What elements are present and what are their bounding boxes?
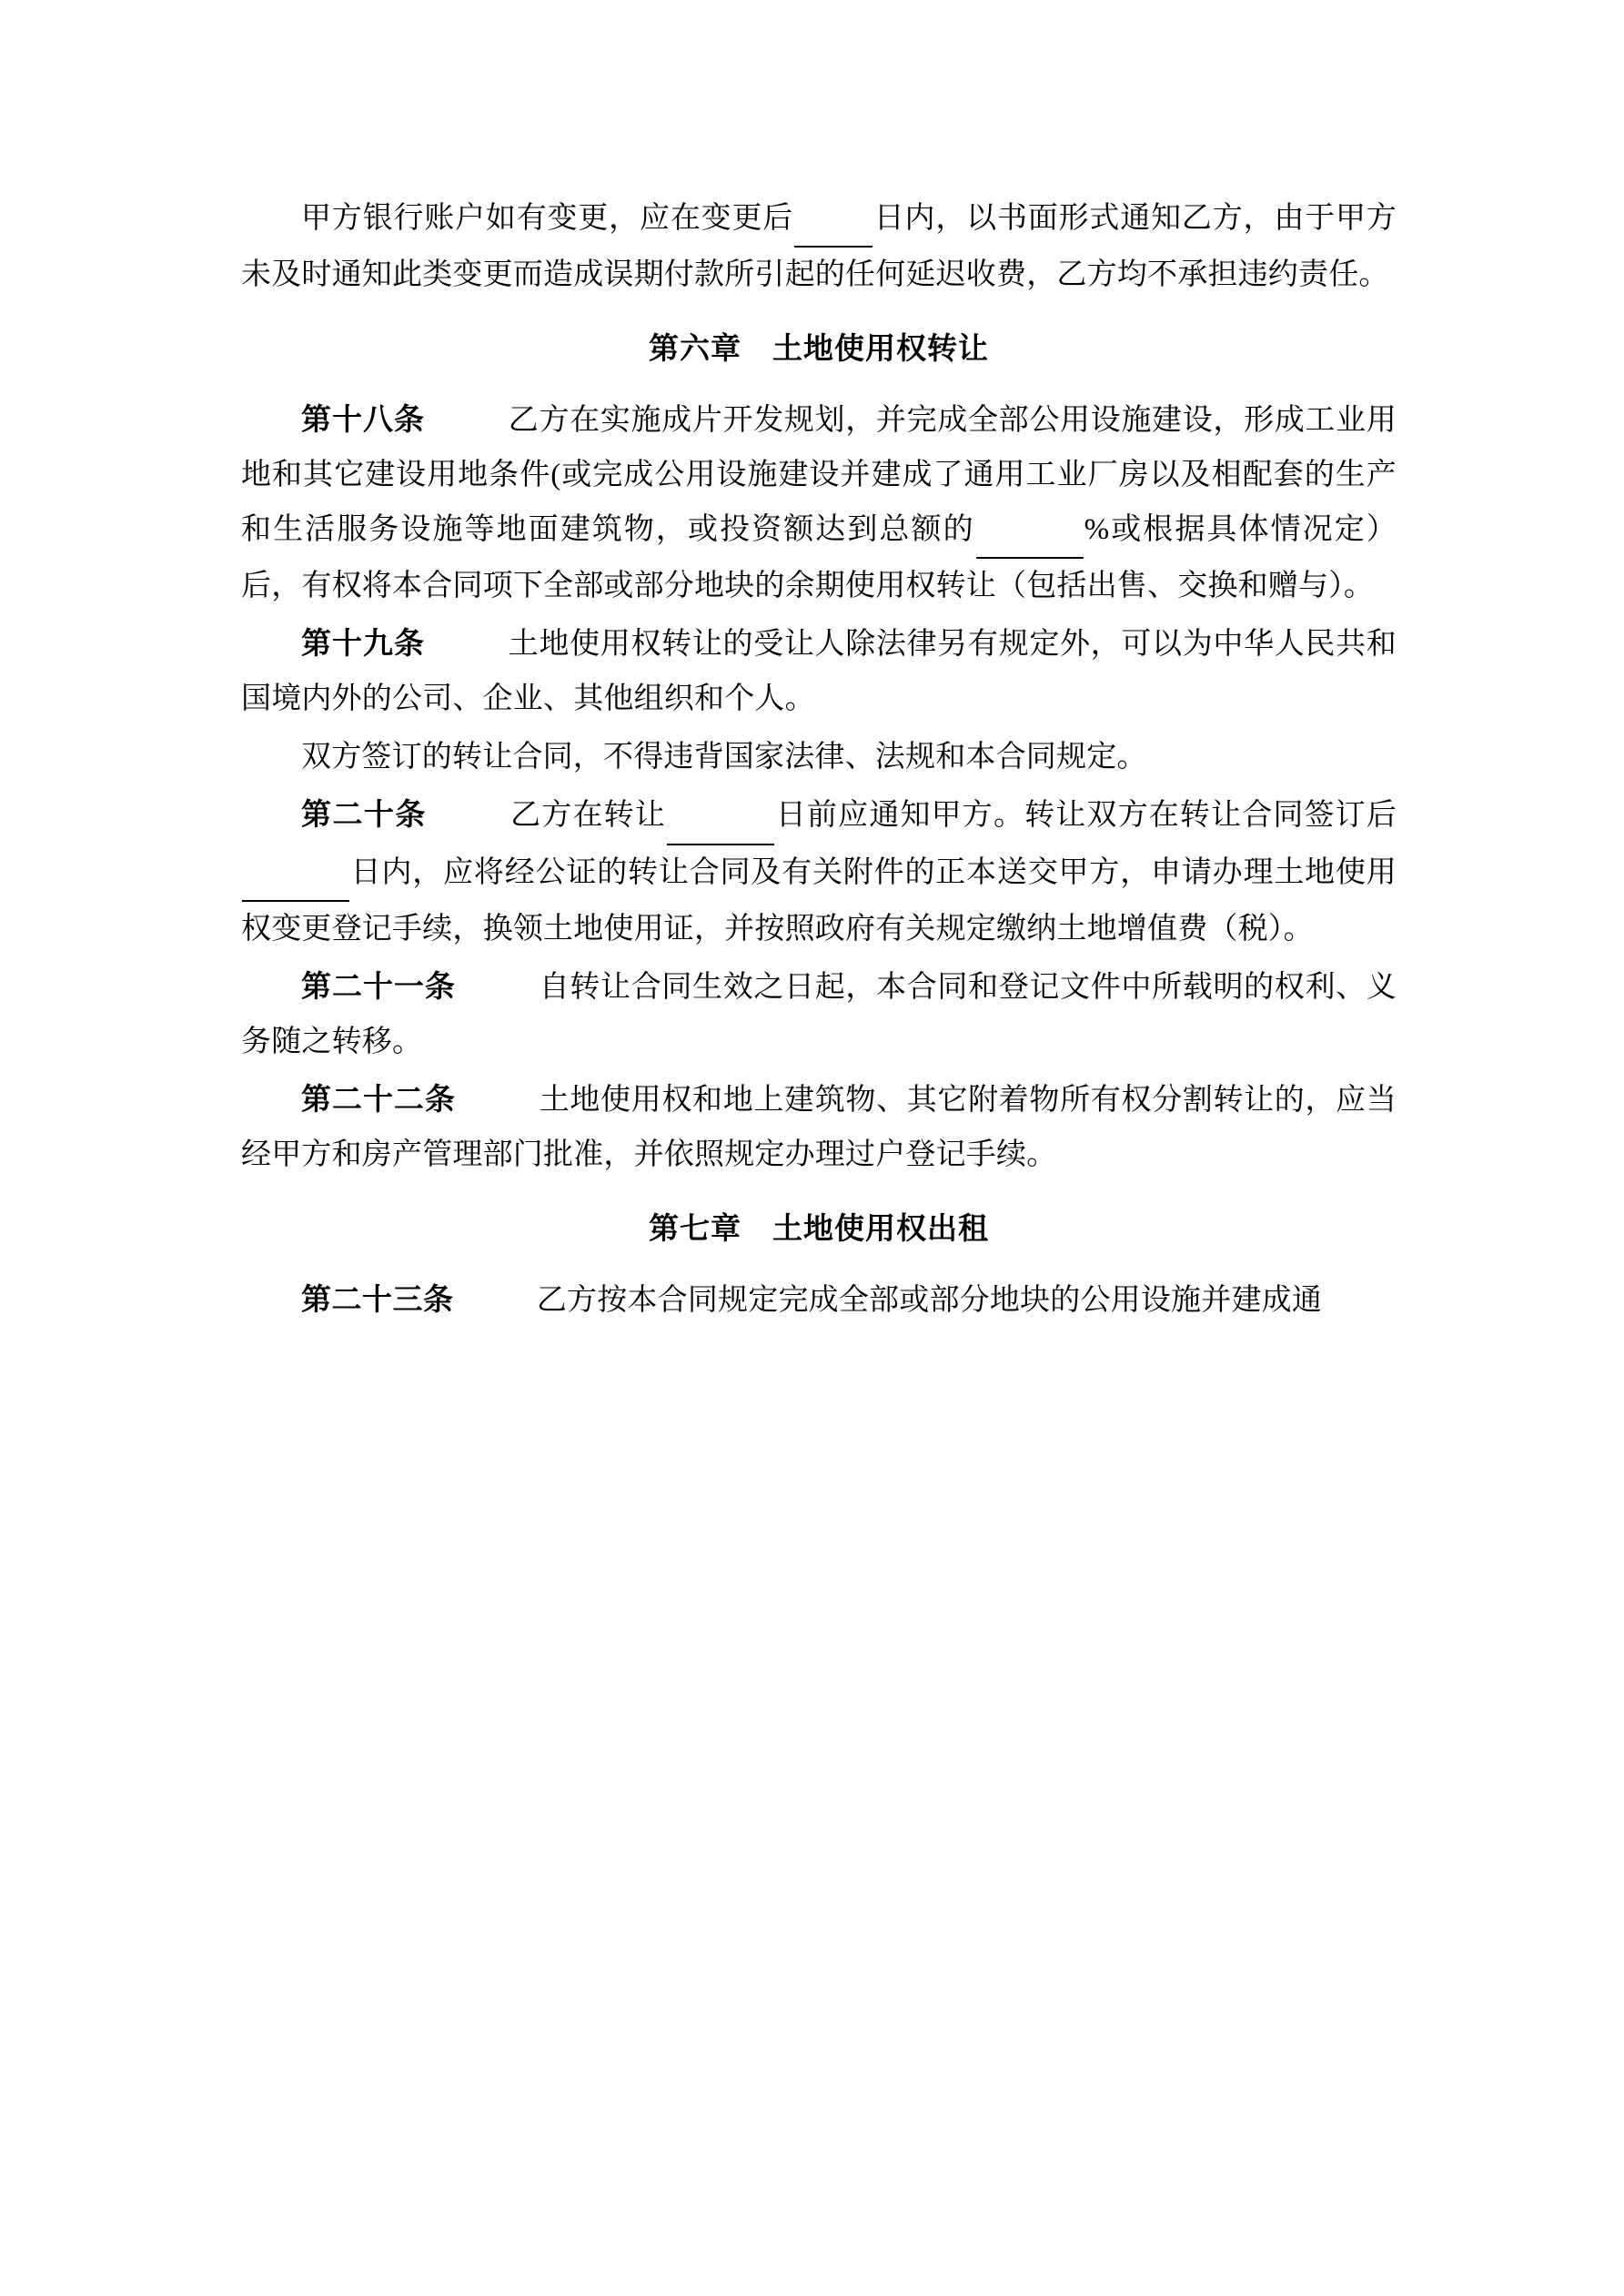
article-number: 第二十二条 (301, 1083, 456, 1117)
fill-in-blank[interactable] (242, 845, 349, 902)
article-number-gap (456, 1073, 539, 1128)
article-number-gap (456, 960, 539, 1015)
fill-in-blank[interactable] (794, 191, 873, 248)
paragraph-text: 乙方按本合同规定完成全部或部分地块的公用设施并建成通 (536, 1283, 1323, 1317)
fill-in-blank[interactable] (976, 502, 1084, 559)
paragraph-text: 双方签订的转让合同，不得违背国家法律、法规和本合同规定。 (301, 741, 1147, 774)
article-22 (241, 1073, 1397, 1182)
paragraph-text: 自转让合同生效之日起，本合同和登记文件中所载明的权利、义务随之转移。 (241, 970, 1397, 1058)
paragraph-text: 日前应通知甲方。转让双方在转让合同签订后 (774, 799, 1397, 833)
article-21 (241, 960, 1397, 1069)
article-19 (241, 617, 1397, 726)
paragraph-text: 日内，应将经公证的转让合同及有关附件的正本送交甲方，申请办理土地使用权变更登记手续，换领土地使用证，并按照政府有关规定缴纳土地增值费（税）。 (241, 855, 1397, 946)
chapter-seven-heading: 第七章 土地使用权出租 (649, 1212, 989, 1246)
paragraph-text: 甲方银行账户如有变更，应在变更后 (301, 202, 794, 235)
article-number: 第十八条 (301, 404, 425, 438)
chapter-six-heading: 第六章 土地使用权转让 (649, 333, 989, 367)
article-number: 第二十三条 (301, 1283, 454, 1317)
paragraph-bank-account-change (241, 191, 1397, 302)
paragraph-text: 乙方在实施成片开发规划，并完成全部公用设施建设，形成工业用地和其它建设用地条件(或完成公用设施建设并建成了通用工业厂房以及相配套的生产和生活服务设施等地面建筑物，或投资额达到总额的 (241, 404, 1397, 547)
article-number: 第二十一条 (301, 970, 456, 1004)
paragraph-text: 乙方在转让 (509, 799, 666, 833)
article-20 (241, 788, 1397, 956)
document-body (241, 191, 1397, 1328)
paragraph-text: 土地使用权和地上建筑物、其它附着物所有权分割转让的，应当经甲方和房产管理部门批准，并依照规定办理过户登记手续。 (241, 1083, 1397, 1171)
paragraph-text: 土地使用权转让的受让人除法律另有规定外，可以为中华人民共和国境内外的公司、企业、其他组织和个人。 (241, 628, 1397, 716)
article-number-gap (425, 617, 508, 672)
article-23 (241, 1273, 1397, 1328)
paragraph-text: 日内，以书面形式通知乙方，由于甲方未及时通知此类变更而造成误期付款所引起的任何延迟收费，乙方均不承担违约责任。 (241, 202, 1397, 292)
article-number: 第二十条 (301, 799, 427, 833)
fill-in-blank[interactable] (667, 788, 774, 845)
article-number: 第十九条 (301, 628, 425, 662)
article-number-gap (427, 788, 509, 843)
article-18 (241, 393, 1397, 613)
article-number-gap (454, 1273, 537, 1328)
article-number-gap (425, 393, 508, 448)
paragraph-text: %或根据具体情况定）后，有权将本合同项下全部或部分地块的余期使用权转让（包括出售、交换和赠与）。 (241, 513, 1397, 603)
paragraph-transfer-contract-compliance (241, 730, 1397, 784)
